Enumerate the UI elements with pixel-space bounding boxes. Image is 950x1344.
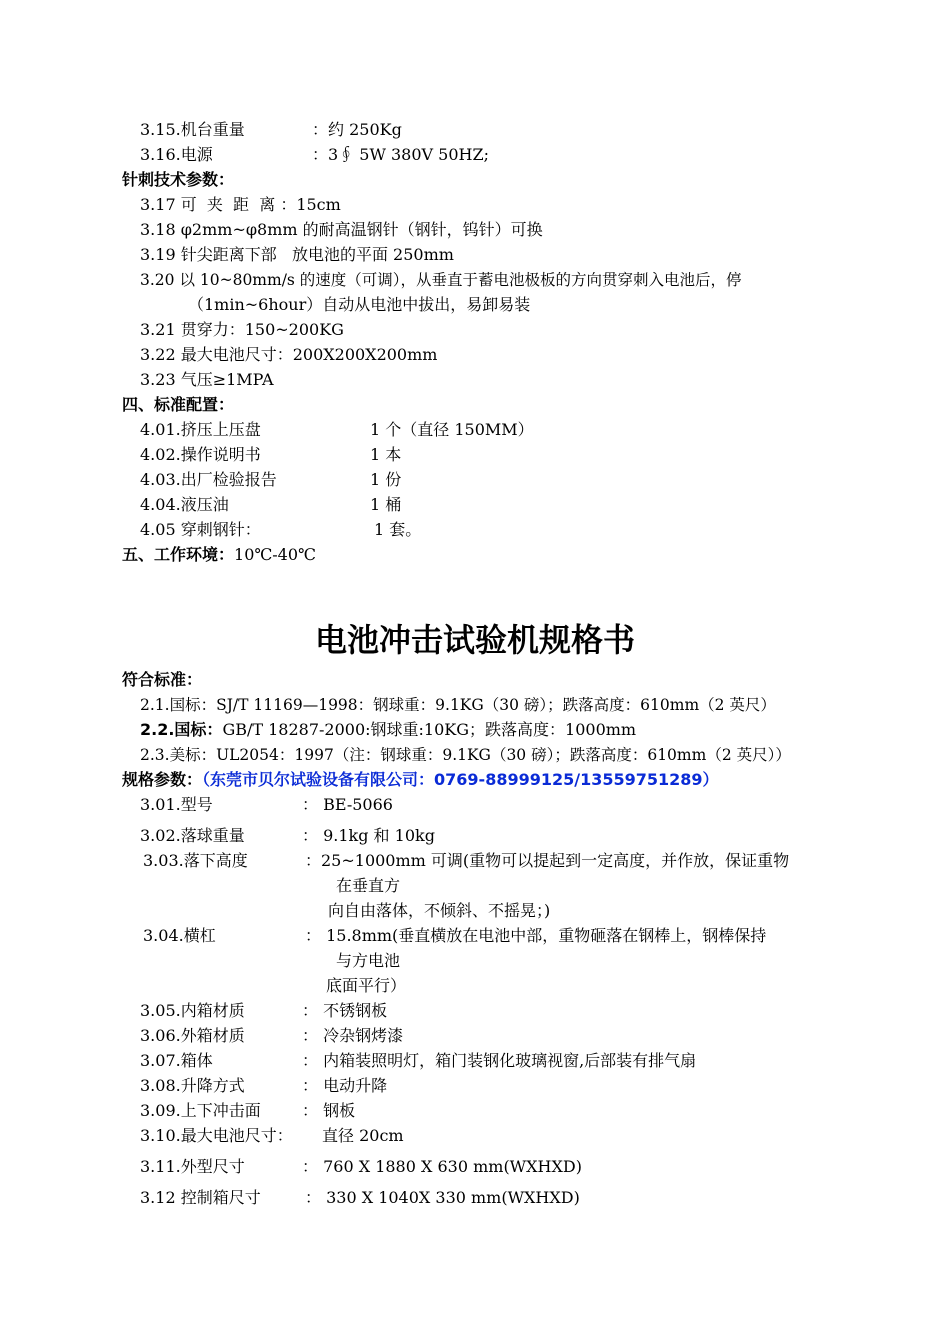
spec-row-label: 3.04.横杠 [143, 926, 216, 945]
spec-row-value: ： 9.1kg 和 10kg [302, 826, 435, 845]
spec-row-label: 3.12 控制箱尺寸 [140, 1188, 261, 1207]
config-item-value: 1 本 [370, 445, 402, 464]
spec-row-value: ： 冷杂钢烤漆 [302, 1026, 404, 1045]
spec-row-label: 3.06.外箱材质 [140, 1026, 245, 1045]
page-title: 电池冲击试验机规格书 [314, 621, 635, 659]
spec-row-label: 3.09.上下冲击面 [140, 1101, 261, 1120]
spec-line-317: 3.17 可 夹 距 离 ：15cm [140, 195, 341, 214]
spec-line-321: 3.21 贯穿力：150~200KG [140, 320, 344, 339]
spec-heading-line [122, 770, 719, 790]
power-value: ：3∮ 5W 380V 50HZ; [312, 145, 489, 164]
spec-row-value: 直径 20cm [322, 1126, 404, 1145]
spec-row-value: ： 电动升降 [302, 1076, 388, 1095]
spec-row-label: 3.03.落下高度 [143, 851, 248, 870]
spec-row-label: 3.10.最大电池尺寸： [140, 1126, 293, 1145]
weight-value: ：约 250Kg [312, 120, 402, 139]
spec-row-continuation: 向自由落体，不倾斜、不摇晃；) [328, 901, 551, 920]
spec-row-label: 3.08.升降方式 [140, 1076, 245, 1095]
spec-row-value: ： 330 X 1040X 330 mm(WXHXD) [305, 1188, 580, 1207]
spec-row-value: ： 内箱装照明灯，箱门装钢化玻璃视窗,后部装有排气扇 [302, 1051, 697, 1070]
spec-line-320b: （1min~6hour）自动从电池中拔出，易卸易装 [188, 295, 531, 314]
config-item-label: 4.01.挤压上压盘 [140, 420, 261, 439]
spec-row-continuation: 底面平行） [326, 976, 407, 995]
spec-line-323: 3.23 气压≥1MPA [140, 370, 274, 389]
spec-row-label: 3.02.落球重量 [140, 826, 245, 845]
spec-row-label: 3.11.外型尺寸 [140, 1157, 245, 1176]
standards-heading: 符合标准： [122, 670, 203, 689]
config-item-label: 4.02.操作说明书 [140, 445, 261, 464]
spec-line-319: 3.19 针尖距离下部 放电池的平面 250mm [140, 245, 454, 264]
spec-row-label: 3.05.内箱材质 [140, 1001, 245, 1020]
spec-row-value: ： 不锈钢板 [302, 1001, 388, 1020]
work-env [122, 545, 316, 565]
spec-line-322: 3.22 最大电池尺寸：200X200X200mm [140, 345, 438, 364]
spec-row-continuation: 在垂直方 [336, 876, 401, 895]
std-config-heading: 四、标准配置： [122, 395, 235, 414]
config-item-label: 4.04.液压油 [140, 495, 229, 514]
config-item-value: 1 套。 [374, 520, 422, 539]
standard-line-3: 2.3.美标：UL2054：1997（注：钢球重：9.1KG（30 磅）；跌落高度：610mm（2 英尺）） [140, 746, 791, 764]
standard-line-2-prefix: 2.2.国标： [140, 720, 223, 739]
spec-row-value: ： 15.8mm(垂直横放在电池中部，重物砸落在钢棒上，钢棒保持 [305, 926, 767, 945]
work-env-heading: 五、工作环境： [122, 545, 235, 564]
config-item-value: 1 份 [370, 470, 402, 489]
power-label: 3.16.电源 [140, 145, 213, 164]
company-contact: （东莞市贝尔试验设备有限公司：0769-88999125/13559751289） [202, 770, 719, 789]
config-item-label: 4.03.出厂检验报告 [140, 470, 277, 489]
work-env-value: 10℃-40℃ [234, 545, 316, 564]
standard-line-2 [140, 720, 636, 740]
weight-label: 3.15.机台重量 [140, 120, 245, 139]
needle-heading: 针刺技术参数： [122, 170, 235, 189]
spec-row-label: 3.01.型号 [140, 795, 213, 814]
spec-row-value: ： BE-5066 [302, 795, 393, 814]
config-item-label: 4.05 穿刺钢针： [140, 520, 261, 539]
spec-heading: 规格参数： [122, 770, 203, 789]
standard-line-1: 2.1.国标：SJ/T 11169—1998：钢球重：9.1KG（30 磅）；跌落高度：610mm（2 英尺） [140, 696, 776, 714]
spec-row-value: ： 钢板 [302, 1101, 356, 1120]
spec-line-318: 3.18 φ2mm~φ8mm 的耐高温钢针（钢针，钨针）可换 [140, 220, 543, 239]
spec-line-320a: 3.20 以 10~80mm/s 的速度（可调），从垂直于蓄电池极板的方向贯穿刺入电池后，停 [140, 271, 742, 289]
spec-row-continuation: 与方电池 [336, 951, 401, 970]
spec-row-value: ：25~1000mm 可调(重物可以提起到一定高度，并作放，保证重物 [305, 851, 790, 870]
config-item-value: 1 个（直径 150MM） [370, 420, 534, 439]
standard-line-2-rest: GB/T 18287-2000:钢球重:10KG；跌落高度：1000mm [222, 720, 637, 739]
spec-row-value: ： 760 X 1880 X 630 mm(WXHXD) [302, 1157, 582, 1176]
config-item-value: 1 桶 [370, 495, 402, 514]
spec-row-label: 3.07.箱体 [140, 1051, 213, 1070]
